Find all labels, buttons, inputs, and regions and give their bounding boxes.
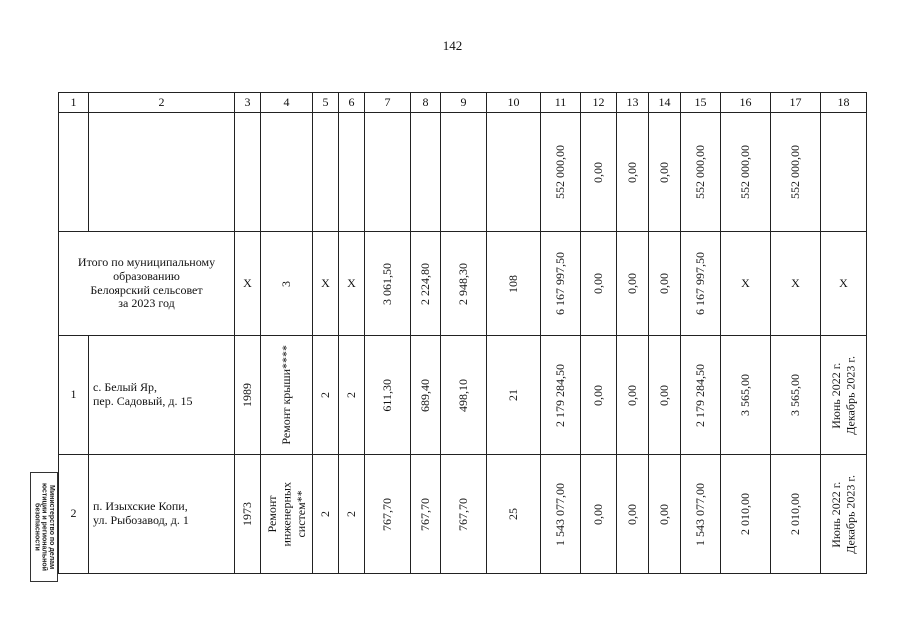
col-header: 17 [771,93,821,113]
cell: 0,00 [581,113,617,232]
cell: X [821,232,867,336]
col-header: 12 [581,93,617,113]
cell: 0,00 [617,455,649,574]
cell: 0,00 [649,232,681,336]
cell: 611,30 [365,336,411,455]
col-header: 5 [313,93,339,113]
col-header: 11 [541,93,581,113]
cell: 0,00 [617,336,649,455]
col-header: 6 [339,93,365,113]
cell: 0,00 [581,455,617,574]
col-header: 9 [441,93,487,113]
cell: 3 565,00 [771,336,821,455]
address-cell: п. Изыхские Копи, ул. Рыбозавод, д. 1 [89,455,235,574]
cell: 0,00 [617,113,649,232]
cell-cost-total: 552 000,00 [541,113,581,232]
cell: 2 179 284,50 [681,336,721,455]
cell: 2 010,00 [721,455,771,574]
table-row [59,336,867,455]
cell: 108 [487,232,541,336]
cell: 6 167 997,50 [541,232,581,336]
col-header: 3 [235,93,261,113]
col-header: 14 [649,93,681,113]
cell: 552 000,00 [721,113,771,232]
cell: 767,70 [365,455,411,574]
cell: 3 061,50 [365,232,411,336]
col-header: 16 [721,93,771,113]
cell: 552 000,00 [681,113,721,232]
address-cell: с. Белый Яр, пер. Садовый, д. 15 [89,336,235,455]
cell: 25 [487,455,541,574]
row-number: 2 [59,455,89,574]
cell: 0,00 [581,232,617,336]
row-number: 1 [59,336,89,455]
col-header: 15 [681,93,721,113]
cell-dates: Июнь 2022 г. Декабрь 2023 г. [821,455,867,574]
cell: X [339,232,365,336]
cell: 552 000,00 [771,113,821,232]
col-header: 13 [617,93,649,113]
cell: 1 543 077,00 [681,455,721,574]
cell: X [313,232,339,336]
cell: 689,40 [411,336,441,455]
cell: 1 543 077,00 [541,455,581,574]
cell: 498,10 [441,336,487,455]
table-row [59,455,867,574]
cell: 767,70 [441,455,487,574]
cell: 0,00 [649,336,681,455]
cell: 767,70 [411,455,441,574]
cell: 0,00 [649,113,681,232]
col-header: 7 [365,93,411,113]
cell: 21 [487,336,541,455]
cell: 3 565,00 [721,336,771,455]
total-label: Итого по муниципальному образованию Белоярский сельсовет за 2023 год [59,232,235,336]
table-row-carryover [59,113,867,232]
col-header: 10 [487,93,541,113]
col-header: 1 [59,93,89,113]
cell: 6 167 997,50 [681,232,721,336]
cell-year: 1973 [235,455,261,574]
col-header: 4 [261,93,313,113]
col-header: 2 [89,93,235,113]
cell: 2 [339,455,365,574]
cell: 0,00 [649,455,681,574]
capital-repair-table [58,92,867,574]
cell-work-type: Ремонт крыши**** [261,336,313,455]
cell-year: 1989 [235,336,261,455]
cell: 2 224,80 [411,232,441,336]
col-header: 8 [411,93,441,113]
cell: 0,00 [581,336,617,455]
cell: X [771,232,821,336]
cell: 2 [339,336,365,455]
cell: 3 [261,232,313,336]
official-stamp: Министерство по делам юстиции и региональной безопасности [30,472,58,582]
cell: X [235,232,261,336]
cell: 2 [313,455,339,574]
cell-work-type: Ремонт инженерных систем** [261,455,313,574]
page-number: 142 [442,38,463,53]
col-header: 18 [821,93,867,113]
cell: 2 948,30 [441,232,487,336]
table-row-total [59,232,867,336]
cell: 0,00 [617,232,649,336]
cell: 2 179 284,50 [541,336,581,455]
header-row [59,93,867,113]
cell: X [721,232,771,336]
cell: 2 010,00 [771,455,821,574]
cell: 2 [313,336,339,455]
cell-dates: Июнь 2022 г. Декабрь 2023 г. [821,336,867,455]
